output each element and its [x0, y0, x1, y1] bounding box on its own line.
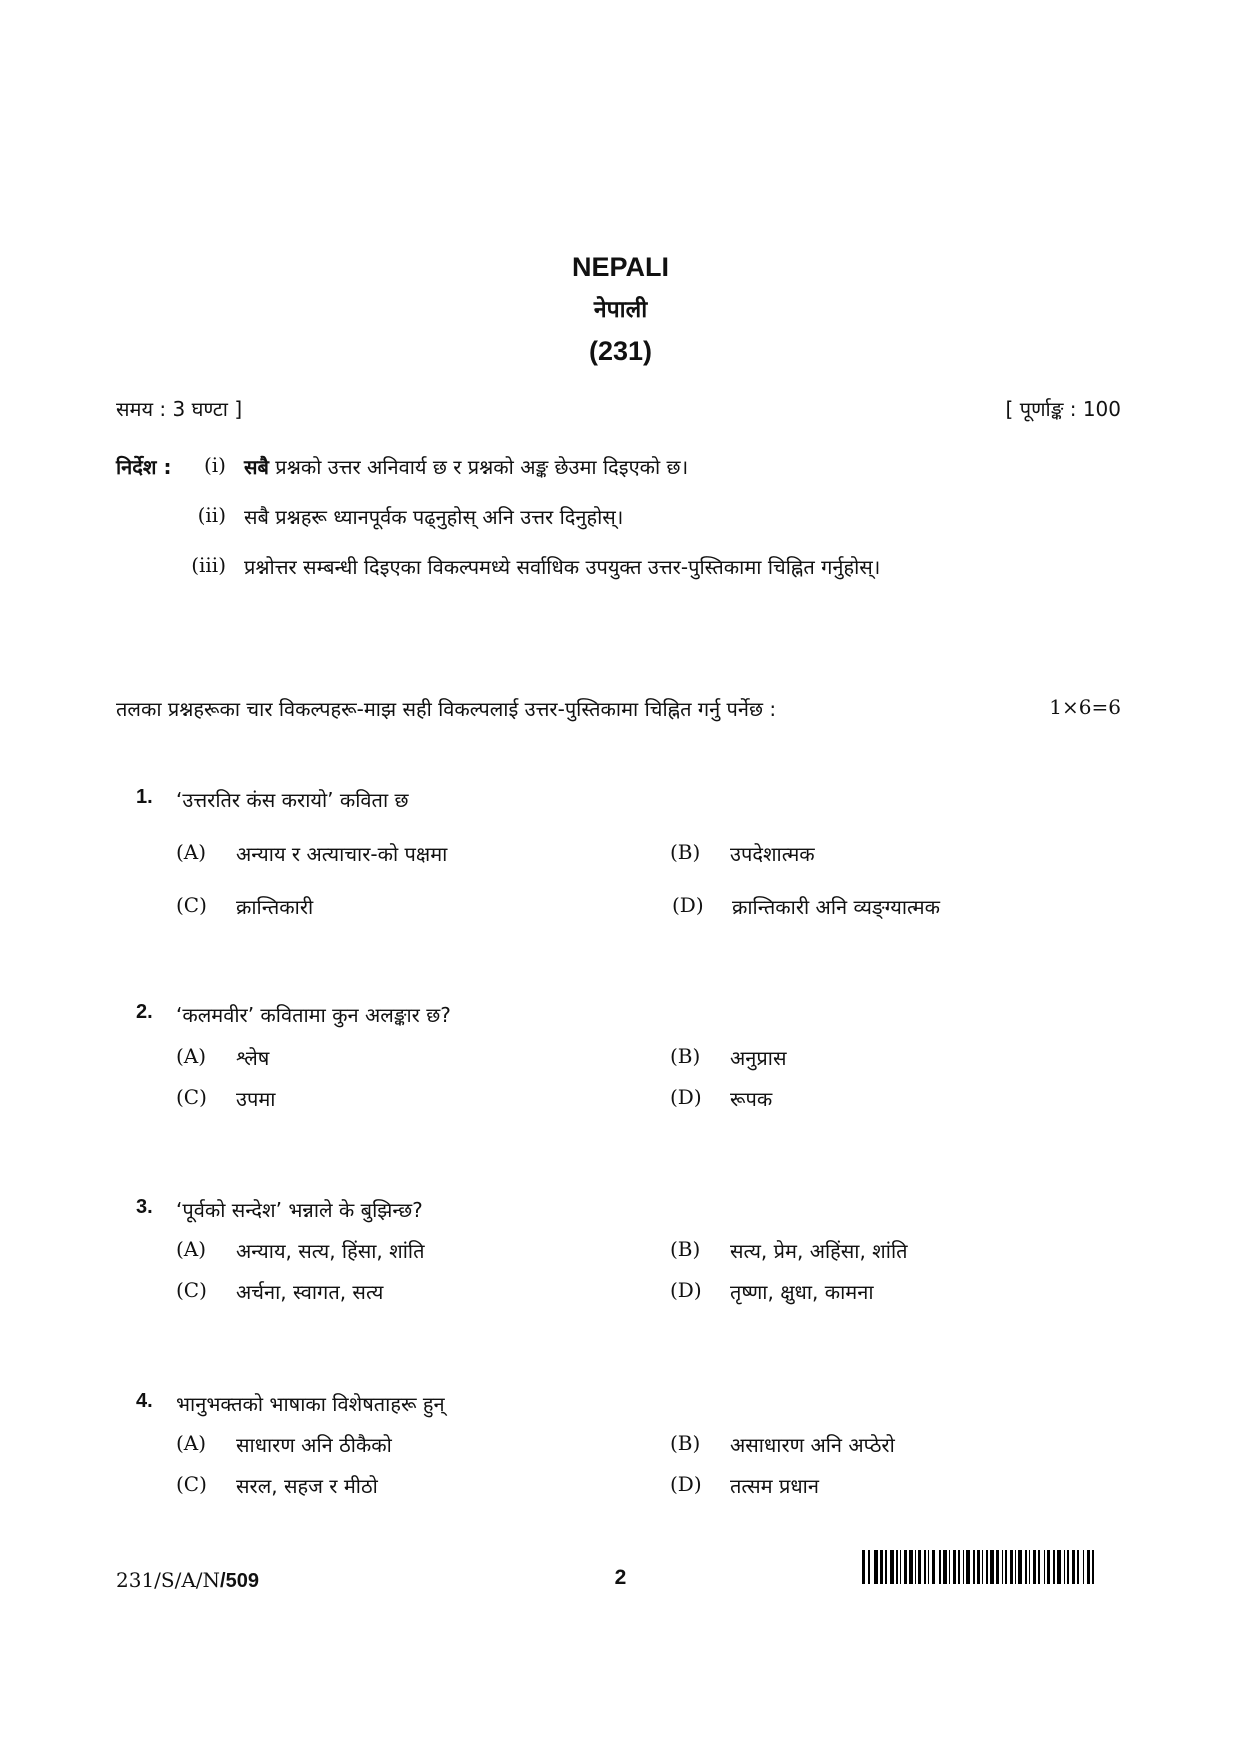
- option-letter: (B): [670, 1237, 701, 1261]
- option-text: तृष्णा, क्षुधा, कामना: [730, 1280, 874, 1304]
- question-1: [136, 786, 409, 813]
- option-a: [176, 840, 447, 867]
- question-number: 3.: [136, 1196, 153, 1218]
- option-a: [176, 1237, 425, 1264]
- series-code-prefix: 231/S/A/N: [116, 1568, 221, 1592]
- instruction-text: प्रश्नोत्तर सम्बन्धी दिइएका विकल्पमध्ये सर्वाधिक उपयुक्त उत्तर-पुस्तिकामा चिह्नित गर्नुहोस्।: [244, 555, 881, 579]
- instruction-number: (i): [203, 453, 226, 477]
- option-b: [670, 840, 815, 867]
- option-text: अन्याय, सत्य, हिंसा, शांति: [236, 1239, 425, 1263]
- option-letter: (B): [670, 1431, 701, 1455]
- instruction-text: सबै प्रश्नहरू ध्यानपूर्वक पढ्नुहोस् अनि उत्तर दिनुहोस्।: [244, 505, 624, 529]
- option-letter: (A): [176, 1044, 207, 1068]
- option-text: क्रान्तिकारी अनि व्यङ्ग्यात्मक: [732, 895, 940, 919]
- option-text: सत्य, प्रेम, अहिंसा, शांति: [730, 1239, 908, 1263]
- instructions-label: निर्देश :: [116, 455, 172, 479]
- option-letter: (D): [670, 1278, 702, 1302]
- instruction-text: प्रश्नको उत्तर अनिवार्य छ र प्रश्नको अङ्क छेउमा दिइएको छ।: [268, 455, 689, 479]
- question-number: 1.: [136, 786, 153, 808]
- paper-subtitle: नेपाली: [593, 297, 648, 323]
- full-marks: [ पूर्णाङ्क : 100: [1005, 397, 1121, 421]
- option-text: सरल, सहज र मीठो: [236, 1474, 378, 1498]
- paper-code: (231): [588, 336, 653, 366]
- instruction-number: (ii): [197, 503, 226, 527]
- instruction-number: (iii): [191, 553, 226, 577]
- option-d: [672, 893, 940, 920]
- series-code-suffix: /509: [220, 1570, 259, 1592]
- option-b: [670, 1237, 908, 1264]
- section-marks: 1×6=6: [1049, 695, 1121, 719]
- instruction-item: [171, 453, 688, 480]
- option-text: श्लेष: [236, 1046, 270, 1070]
- option-d: [670, 1085, 772, 1112]
- option-letter: (B): [670, 840, 701, 864]
- question-3: [136, 1196, 423, 1223]
- option-letter: (C): [176, 1085, 207, 1109]
- question-number: 4.: [136, 1390, 153, 1412]
- option-text: तत्सम प्रधान: [730, 1474, 819, 1498]
- page-number: 2: [614, 1566, 627, 1589]
- option-text: साधारण अनि ठीकैको: [236, 1433, 392, 1457]
- question-2: [136, 1001, 451, 1028]
- option-letter: (A): [176, 1431, 207, 1455]
- question-text: ‘उत्तरतिर कंस करायो’ कविता छ: [176, 788, 409, 812]
- section-heading-text: तलका प्रश्नहरूका चार विकल्पहरू-माझ सही विकल्पलाई उत्तर-पुस्तिकामा चिह्नित गर्नु पर्नेछ :: [116, 697, 777, 721]
- option-text: अनुप्रास: [730, 1046, 787, 1070]
- option-c: [176, 1472, 378, 1499]
- option-b: [670, 1044, 786, 1071]
- time-allowed: समय : 3 घण्टा ]: [116, 397, 243, 421]
- option-d: [670, 1278, 874, 1305]
- option-c: [176, 893, 313, 920]
- question-4: [136, 1390, 445, 1417]
- paper-title: NEPALI: [571, 252, 669, 282]
- option-text: क्रान्तिकारी: [236, 895, 314, 919]
- option-b: [670, 1431, 895, 1458]
- instruction-item: [171, 553, 880, 580]
- instruction-bold: सबै: [244, 455, 269, 479]
- barcode-icon: [862, 1550, 1120, 1584]
- option-text: उपदेशात्मक: [730, 842, 815, 866]
- option-letter: (C): [176, 1278, 207, 1302]
- question-text: ‘पूर्वको सन्देश’ भन्नाले के बुझिन्छ?: [176, 1198, 423, 1222]
- option-text: असाधारण अनि अप्ठेरो: [730, 1433, 895, 1457]
- option-letter: (D): [670, 1085, 702, 1109]
- instruction-item: [171, 503, 623, 530]
- option-a: [176, 1431, 392, 1458]
- option-letter: (C): [176, 1472, 207, 1496]
- option-a: [176, 1044, 269, 1071]
- option-letter: (A): [176, 1237, 207, 1261]
- option-text: अन्याय र अत्याचार-को पक्षमा: [236, 842, 448, 866]
- option-c: [176, 1278, 383, 1305]
- question-number: 2.: [136, 1001, 153, 1023]
- question-text: ‘कलमवीर’ कवितामा कुन अलङ्कार छ?: [176, 1003, 451, 1027]
- option-letter: (A): [176, 840, 207, 864]
- option-text: अर्चना, स्वागत, सत्य: [236, 1280, 384, 1304]
- option-letter: (B): [670, 1044, 701, 1068]
- option-letter: (C): [176, 893, 207, 917]
- option-letter: (D): [672, 893, 704, 917]
- section-heading: [116, 695, 1121, 722]
- question-text: भानुभक्तको भाषाका विशेषताहरू हुन्: [176, 1392, 445, 1416]
- option-d: [670, 1472, 819, 1499]
- option-text: रूपक: [730, 1087, 773, 1111]
- option-letter: (D): [670, 1472, 702, 1496]
- option-c: [176, 1085, 275, 1112]
- option-text: उपमा: [236, 1087, 276, 1111]
